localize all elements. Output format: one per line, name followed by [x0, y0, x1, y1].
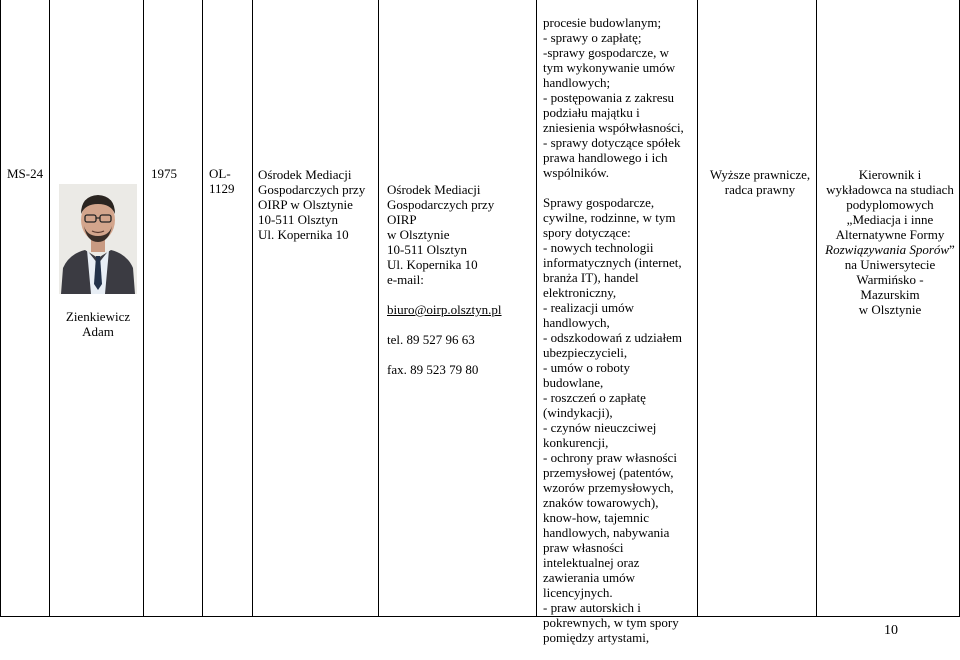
phone-number: tel. 89 527 96 63 — [387, 332, 475, 347]
table-col-divider — [697, 0, 698, 617]
specializations-main: Sprawy gospodarcze, cywilne, rodzinne, w tym spory dotyczące: - nowych technologii informatycznych (internet, branża IT), handel elektroniczny, - realizacji umów handlowych, - odszkodowań z udziałem ubezpieczycieli, - umów o roboty budowlane, - roszczeń o zapłatę (windykacji), - czynów nieuczciwej konkurencji, - ochrony praw własności przemysłowej (patentów, wzorów przemysłowych, znaków towarowych), know-how, tajemnic handlowych, nabywania praw własności intelektualnej oraz zawierania umów licencyjnych. - praw autorskich i pokrewnych, w tym spory pomiędzy artystami, — [543, 195, 682, 645]
mediator-photo — [59, 184, 137, 294]
specializations-continued: procesie budowlanym; - sprawy o zapłatę; -sprawy gospodarcze, w tym wykonywanie umów handlowych; - postępowania z zakresu podziału majątku i zniesienia współwłasności, - sprawy dotyczące spółek prawa handlowego i ich wspólników. — [543, 15, 684, 180]
table-border-left — [0, 0, 1, 617]
role-text-italic: Rozwiązywania Sporów — [825, 242, 950, 257]
page-number: 10 — [884, 623, 898, 638]
table-col-divider — [143, 0, 144, 617]
contact-address: Ośrodek Mediacji Gospodarczych przy OIRP w Olsztynie 10-511 Olsztyn Ul. Kopernika 10 e-mail: — [387, 182, 495, 287]
role-text-end: na Uniwersytecie Warmińsko - Mazurskim w Olsztynie — [844, 257, 936, 317]
mediator-id: MS-24 — [7, 166, 44, 181]
contact-details — [387, 167, 527, 392]
role-quote: ” — [949, 242, 955, 257]
organization-address: Ośrodek Mediacji Gospodarczych przy OIRP w Olsztynie 10-511 Olsztyn Ul. Kopernika 10 — [258, 167, 366, 242]
education: Wyższe prawnicze, radca prawny — [709, 167, 811, 197]
mediator-name: Zienkiewicz Adam — [65, 309, 131, 339]
fax-number: fax. 89 523 79 80 — [387, 362, 479, 377]
specializations — [543, 0, 693, 660]
table-col-divider — [816, 0, 817, 617]
role-text-start: Kierownik i wykładowca na studiach podyplomowych „Mediacja i inne Alternatywne Formy — [826, 167, 954, 242]
table-border-bottom — [0, 616, 960, 617]
birth-year: 1975 — [151, 166, 177, 181]
list-code: OL-1129 — [209, 166, 235, 196]
email-link[interactable]: biuro@oirp.olsztyn.pl — [387, 302, 502, 317]
table-col-divider — [378, 0, 379, 617]
table-col-divider — [536, 0, 537, 617]
table-col-divider — [202, 0, 203, 617]
table-col-divider — [252, 0, 253, 617]
role-description — [823, 167, 957, 317]
portrait-image — [59, 184, 137, 294]
table-col-divider — [49, 0, 50, 617]
